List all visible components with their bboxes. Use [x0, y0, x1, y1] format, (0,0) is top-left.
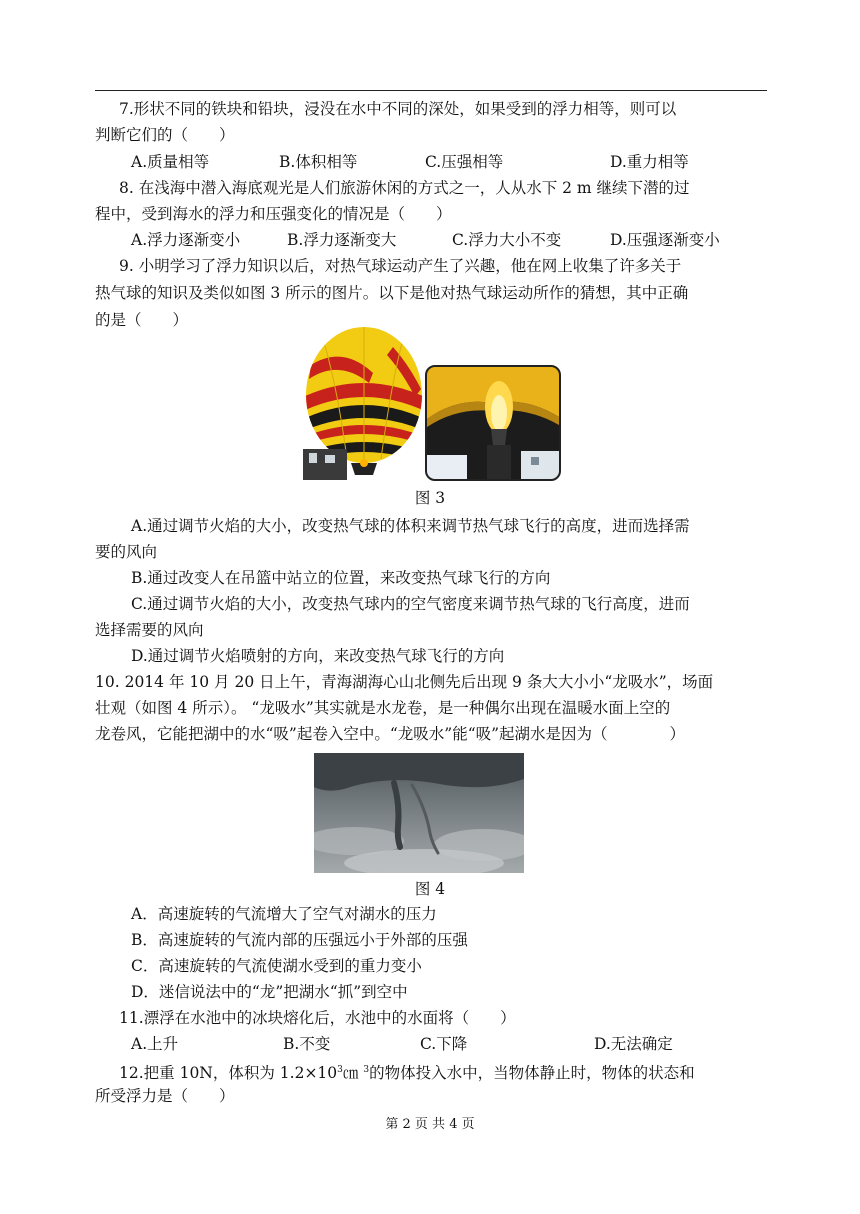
q12-sup2: 3: [363, 1065, 370, 1075]
q11-option-d: D.无法确定: [594, 1035, 673, 1053]
q12-prefix: 12.把重 10N，体积为 1.2×10: [119, 1064, 338, 1082]
q9-option-c-line1: C.通过调节火焰的大小，改变热气球内的空气密度来调节热气球的飞行高度，进而: [131, 595, 690, 613]
q9-option-a-line1: A.通过调节火焰的大小，改变热气球的体积来调节热气球飞行的高度，进而选择需: [131, 517, 690, 535]
q7-option-b: B.体积相等: [279, 153, 358, 171]
waterspout-photo: [314, 753, 524, 873]
q9-option-b: B.通过改变人在吊篮中站立的位置，来改变热气球飞行的方向: [131, 569, 551, 587]
q11-line1: 11.漂浮在水池中的冰块熔化后，水池中的水面将（ ）: [119, 1009, 516, 1027]
q12-sup1: 3: [337, 1065, 343, 1075]
q12-line1: [119, 1059, 695, 1084]
q9-line2: 热气球的知识及类似如图 3 所示的图片。以下是他对热气球运动所作的猜想，其中正确: [95, 284, 689, 302]
q10-option-a: A．高速旋转的气流增大了空气对湖水的压力: [131, 905, 437, 923]
q8-line1: 8. 在浅海中潜入海底观光是人们旅游休闲的方式之一，人从水下 2 m 继续下潜的过: [119, 179, 690, 197]
q9-option-a-line2: 要的风向: [95, 543, 158, 561]
q9-line1: 9. 小明学习了浮力知识以后，对热气球运动产生了兴趣，他在网上收集了许多关于: [119, 257, 682, 275]
burner-flame-photo: [425, 365, 561, 481]
q7-option-a: A.质量相等: [131, 153, 210, 171]
q10-option-c: C．高速旋转的气流使湖水受到的重力变小: [131, 957, 422, 975]
q8-line2: 程中，受到海水的浮力和压强变化的情况是（ ）: [95, 205, 452, 223]
q11-option-a: A.上升: [131, 1035, 179, 1053]
q7-option-d: D.重力相等: [610, 153, 689, 171]
q7-line2: 判断它们的（ ）: [95, 126, 235, 144]
q9-option-c-line2: 选择需要的风向: [95, 621, 204, 639]
q12-line2: 所受浮力是（ ）: [95, 1087, 235, 1105]
page-footer: 第 2 页 共 4 页: [385, 1117, 475, 1132]
q12-unit: ㎝: [342, 1064, 364, 1082]
q11-option-c: C.下降: [420, 1035, 468, 1053]
q10-line2: 壮观（如图 4 所示）。 “龙吸水”其实就是水龙卷，是一种偶尔出现在温暖水面上空的: [95, 699, 671, 717]
q12-suffix: 的物体投入水中，当物体静止时，物体的状态和: [369, 1064, 695, 1082]
figure-3-caption: 图 3: [414, 489, 446, 507]
q8-option-c: C.浮力大小不变: [452, 231, 562, 249]
figure-4-caption: 图 4: [414, 880, 446, 898]
hot-air-balloon-photo: [303, 325, 425, 480]
q11-option-b: B.不变: [283, 1035, 331, 1053]
q8-option-d: D.压强逐渐变小: [610, 231, 720, 249]
q10-line1: 10. 2014 年 10 月 20 日上午，青海湖海心山北侧先后出现 9 条大大小小“龙吸水”，场面: [95, 673, 714, 691]
q8-option-b: B.浮力逐渐变大: [287, 231, 397, 249]
q10-option-b: B．高速旋转的气流内部的压强远小于外部的压强: [131, 931, 468, 949]
q9-line3: 的是（ ）: [95, 311, 189, 329]
q8-option-a: A.浮力逐渐变小: [131, 231, 241, 249]
header-rule: [95, 90, 767, 91]
q7-line1: 7.形状不同的铁块和铅块，浸没在水中不同的深处，如果受到的浮力相等，则可以: [119, 100, 677, 118]
q9-option-d: D.通过调节火焰喷射的方向，来改变热气球飞行的方向: [131, 647, 505, 665]
q7-option-c: C.压强相等: [425, 153, 504, 171]
q10-line3: 龙卷风，它能把湖中的水“吸”起卷入空中。“龙吸水”能“吸”起湖水是因为（ ）: [95, 725, 686, 743]
figure-3: [303, 325, 561, 480]
q10-option-d: D．迷信说法中的“龙”把湖水“抓”到空中: [131, 983, 408, 1001]
